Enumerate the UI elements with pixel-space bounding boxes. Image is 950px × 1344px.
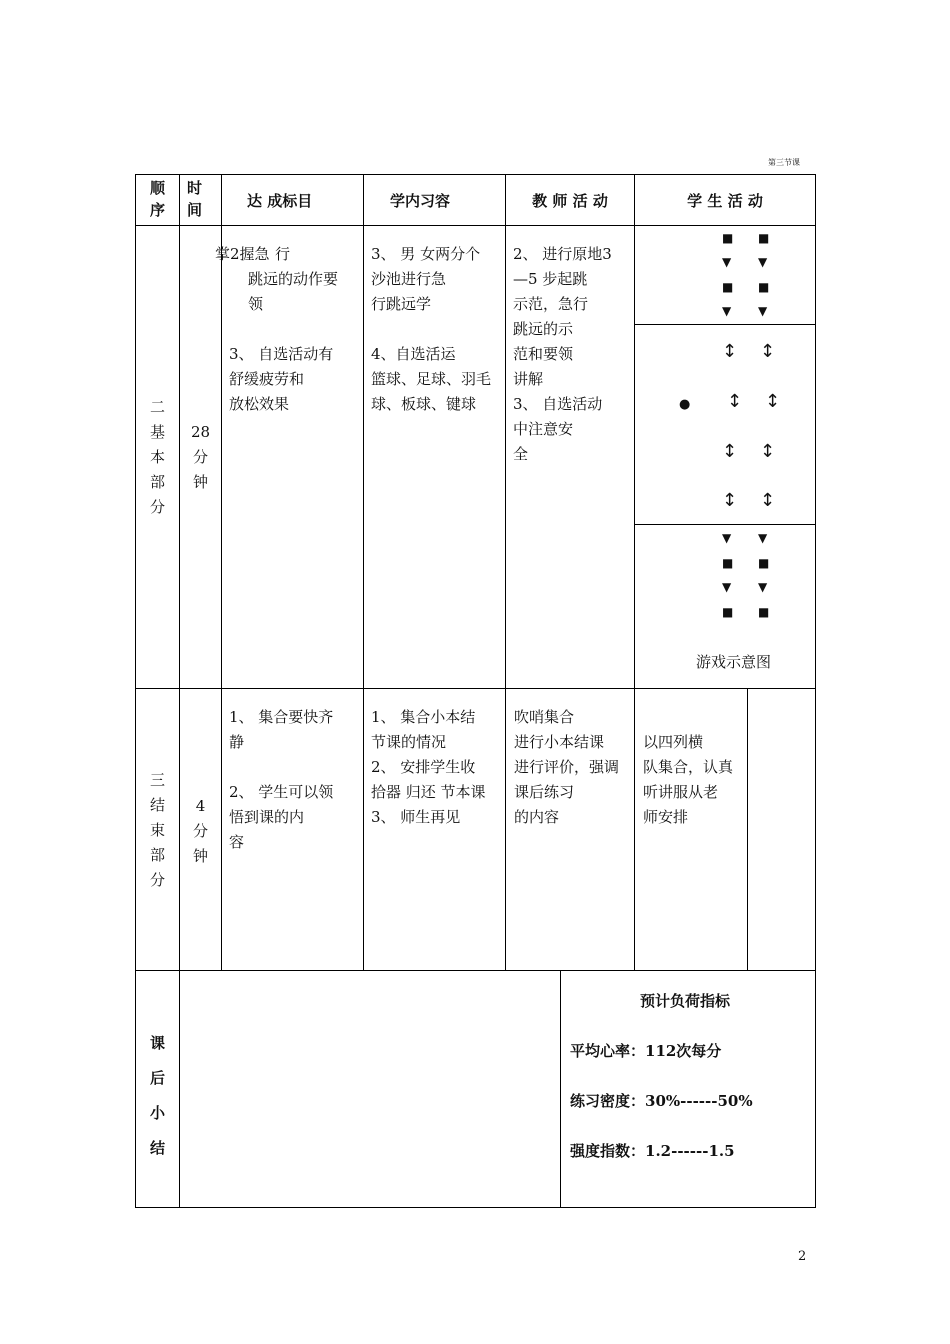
ending-student: 以四列横 队集合，认真 听讲服从老 师安排 <box>643 733 734 826</box>
avg-heart-rate: 平均心率：112次每分 <box>570 1042 722 1060</box>
student-square-icon: ■ <box>722 231 734 245</box>
lesson-label: 第三节课 <box>768 158 800 167</box>
student-square-icon: ■ <box>722 556 734 570</box>
basic-goal-1-lead: 掌2握急 <box>215 245 270 263</box>
updown-arrow-icon: ↕ <box>760 441 776 462</box>
updown-arrow-icon: ↕ <box>760 490 776 511</box>
basic-content-4: 4、自选活运 篮球、足球、羽毛 球、板球、键球 <box>371 345 492 413</box>
header-student: 学 生 活 动 <box>687 192 763 210</box>
header-order: 顺 序 <box>149 179 165 219</box>
student-triangle-icon: ▼ <box>722 255 732 269</box>
summary-label: 课 后 小 结 <box>149 1034 165 1157</box>
student-triangle-icon: ▼ <box>758 580 768 594</box>
basic-teacher-2: 2、 进行原地3 —5 步起跳 示范，急行 跳远的示 范和要领 讲解 <box>513 245 612 388</box>
basic-goal-3: 3、 自选活动有 舒缓疲劳和 放松效果 <box>229 345 334 413</box>
student-triangle-icon: ▼ <box>758 304 768 318</box>
load-title: 预计负荷指标 <box>640 992 731 1010</box>
student-square-icon: ■ <box>758 556 770 570</box>
student-square-icon: ■ <box>722 280 734 294</box>
basic-time: 28 分 钟 <box>190 423 211 491</box>
ending-section-label: 三 结 束 部 分 <box>149 771 165 889</box>
ending-goal: 1、 集合要快齐 静 2、 学生可以领 悟到课的内 容 <box>229 708 334 851</box>
basic-goal-1-body: 跳远的动作要 领 <box>248 270 339 313</box>
updown-arrow-icon: ↕ <box>765 391 781 412</box>
student-square-icon: ■ <box>758 280 770 294</box>
student-triangle-icon: ▼ <box>758 255 768 269</box>
basic-content-3: 3、 男 女两分个 沙池进行急 行跳远学 <box>371 245 481 313</box>
student-triangle-icon: ▼ <box>758 531 768 545</box>
updown-arrow-icon: ↕ <box>722 441 738 462</box>
student-square-icon: ■ <box>758 231 770 245</box>
basic-section-label: 二 基 本 部 分 <box>149 398 165 516</box>
basic-goal-1-rest: 行 <box>275 245 291 263</box>
intensity-index: 强度指数：1.2------1.5 <box>570 1142 735 1160</box>
header-teacher: 教 师 活 动 <box>532 192 608 210</box>
updown-arrow-icon: ↕ <box>760 341 776 362</box>
updown-arrow-icon: ↕ <box>727 391 743 412</box>
ending-content: 1、 集合小本结 节课的情况 2、 安排学生收 拾器 归还 节本课 3、 师生再见 <box>371 708 486 826</box>
header-goal: 达 成标目 <box>247 192 313 210</box>
teacher-dot-icon: ● <box>679 397 691 412</box>
student-square-icon: ■ <box>722 605 734 619</box>
student-triangle-icon: ▼ <box>722 531 732 545</box>
practice-density: 练习密度：30%------50% <box>570 1092 753 1110</box>
basic-teacher-3: 3、 自选活动 中注意安 全 <box>513 395 603 463</box>
updown-arrow-icon: ↕ <box>722 490 738 511</box>
updown-arrow-icon: ↕ <box>722 341 738 362</box>
student-square-icon: ■ <box>758 605 770 619</box>
header-time: 时 间 <box>187 179 203 219</box>
student-triangle-icon: ▼ <box>722 580 732 594</box>
page-number: 2 <box>798 1249 807 1264</box>
header-content: 学内习容 <box>390 192 451 210</box>
ending-time: 4 分 钟 <box>192 797 208 865</box>
diagram-caption: 游戏示意图 <box>696 653 772 671</box>
ending-teacher: 吹哨集合 进行小本结课 进行评价，强调 课后练习 的内容 <box>514 708 620 826</box>
student-triangle-icon: ▼ <box>722 304 732 318</box>
